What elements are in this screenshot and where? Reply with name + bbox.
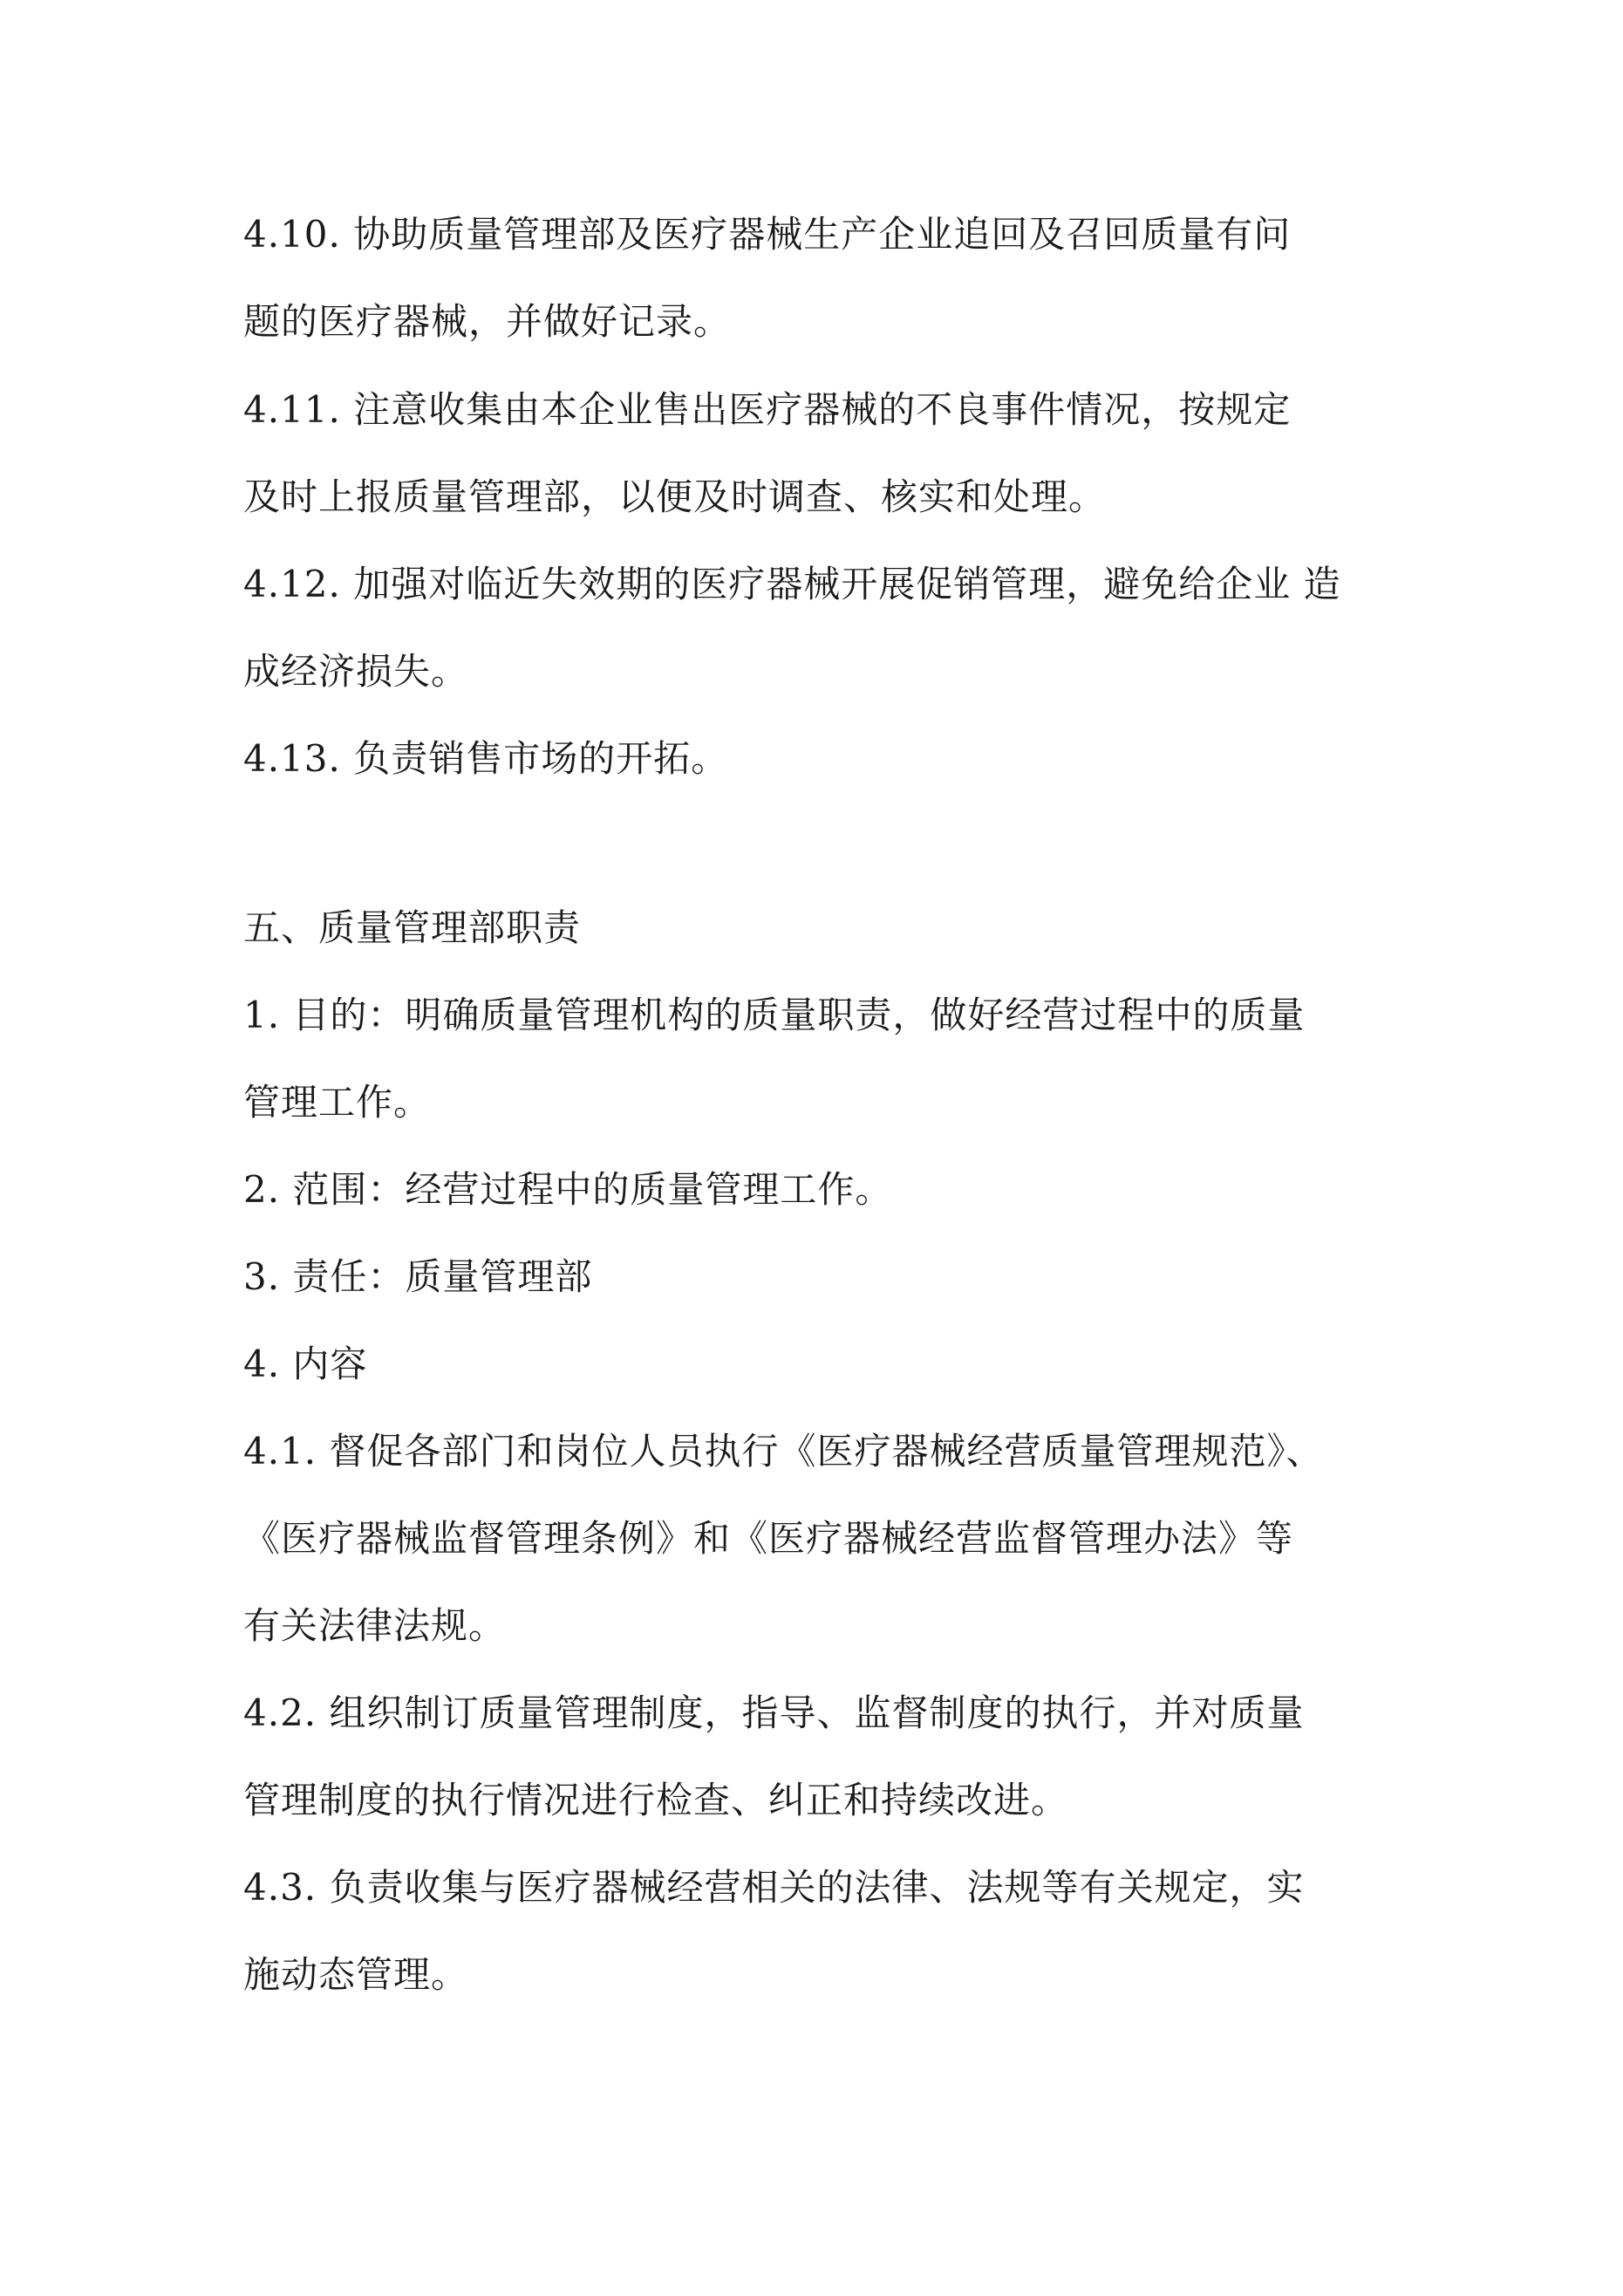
- section-heading: 五、质量管理部职责: [243, 906, 582, 949]
- text-line-4-2-a: 4.2. 组织制订质量管理制度，指导、监督制度的执行，并对质量: [243, 1691, 1305, 1734]
- text-line-purpose-a: 1. 目的：明确质量管理机构的质量职责，做好经营过程中的质量: [243, 994, 1306, 1036]
- text-line-4-10-b: 题的医疗器械，并做好记录。: [243, 300, 732, 343]
- text-line-4-11-b: 及时上报质量管理部，以便及时调查、核实和处理。: [243, 475, 1107, 518]
- text-line-4-11-a: 4.11. 注意收集由本企业售出医疗器械的不良事件情况，按规定: [243, 388, 1292, 431]
- text-line-4-1-c: 有关法律法规。: [243, 1604, 507, 1647]
- text-line-responsibility: 3. 责任：质量管理部: [243, 1255, 593, 1298]
- text-line-4-12-a: 4.12. 加强对临近失效期的医疗器械开展促销管理，避免给企业 造: [243, 563, 1341, 605]
- text-line-purpose-b: 管理工作。: [243, 1081, 432, 1124]
- text-line-4-10-a: 4.10. 协助质量管理部及医疗器械生产企业追回及召回质量有问: [243, 213, 1292, 256]
- text-line-4-12-b: 成经济损失。: [243, 650, 469, 693]
- text-line-4-13: 4.13. 负责销售市场的开拓。: [243, 737, 729, 780]
- text-line-scope: 2. 范围：经营过程中的质量管理工作。: [243, 1168, 893, 1211]
- text-line-4-1-a: 4.1. 督促各部门和岗位人员执行《医疗器械经营质量管理规范》、: [243, 1430, 1324, 1473]
- text-line-4-1-b: 《医疗器械监督管理条例》和《医疗器械经营监督管理办法》等: [243, 1517, 1294, 1560]
- text-line-4-3-a: 4.3. 负责收集与医疗器械经营相关的法律、法规等有关规定，实: [243, 1866, 1305, 1909]
- text-line-4-2-b: 管理制度的执行情况进行检查、纠正和持续改进。: [243, 1779, 1069, 1821]
- text-line-content: 4. 内容: [243, 1343, 368, 1385]
- text-line-4-3-b: 施动态管理。: [243, 1953, 469, 1996]
